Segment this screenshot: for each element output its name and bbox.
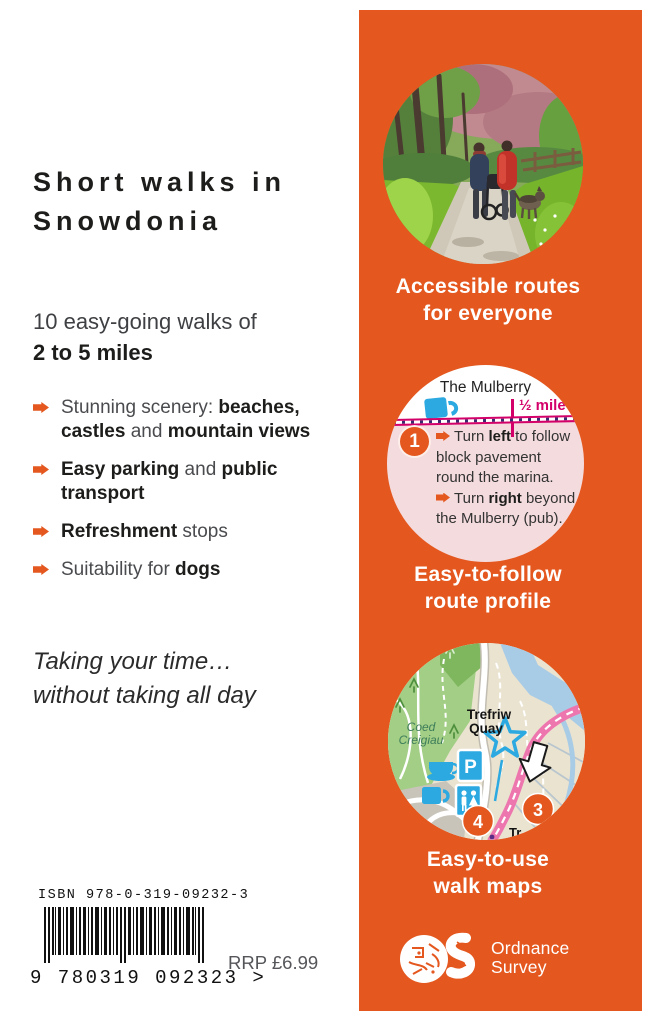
caption2-line1: Easy-to-follow (414, 563, 562, 586)
svg-text:3: 3 (532, 800, 544, 820)
distance-label: ½ mile (519, 397, 566, 414)
subtitle-bold: 2 to 5 miles (33, 340, 153, 365)
map-marker-3 (523, 794, 554, 825)
bullet-arrow-icon (33, 402, 49, 413)
wood-label-line2: Creigiau (398, 733, 444, 747)
page-title (33, 163, 286, 241)
place-label: The Mulberry (439, 379, 532, 396)
step-number-badge: 1 (398, 425, 431, 458)
instruction-0: Turn left to follow block pavement round the marina. (436, 428, 571, 486)
quay-label-line2: Quay (469, 721, 503, 736)
caption2-line2: route profile (424, 590, 552, 613)
wood-label-line1: Coed (406, 720, 436, 734)
instructions (436, 427, 581, 530)
caption-walk-maps (359, 846, 617, 900)
feature-item-1: Easy parking and public transport (33, 458, 325, 506)
barcode (44, 907, 204, 965)
caption-route-profile (359, 561, 617, 615)
svg-text:4: 4 (472, 812, 484, 832)
isbn-label: ISBN 978-0-319-09232-3 (38, 888, 250, 903)
title-line1: Short walks in (33, 167, 287, 197)
feature-item-2: Refreshment stops (33, 520, 325, 544)
caption1-line2: for everyone (423, 302, 553, 325)
partial-label: Tr (509, 825, 522, 840)
ordnance-survey-wordmark (491, 939, 569, 977)
subtitle-regular: 10 easy-going walks of (33, 309, 257, 334)
map-illustration (388, 643, 585, 840)
svg-text:P: P (464, 757, 477, 778)
caption-accessible-routes (359, 273, 617, 327)
tagline (33, 645, 256, 713)
tagline-line1: Taking your time… (33, 648, 233, 675)
isbn-block (30, 888, 330, 989)
logo-line1: Ordnance (491, 938, 570, 958)
quay-label-line1: Trefriw (466, 707, 512, 722)
bullet-arrow-icon (33, 564, 49, 575)
feature-item-0: Stunning scenery: beaches, castles and mountain views (33, 396, 325, 444)
instruction-arrow-icon (436, 493, 450, 503)
title-line2: Snowdonia (33, 206, 222, 236)
map-marker-4 (463, 806, 494, 837)
tagline-line2: without taking all day (33, 682, 256, 709)
route-profile-sample (387, 365, 584, 562)
feature-item-3: Suitability for dogs (33, 558, 325, 582)
instruction-arrow-icon (436, 431, 450, 441)
walkers-photo-illustration (383, 64, 583, 264)
photo-walkers (383, 64, 583, 264)
barcode-number: 9 780319 092323 > (30, 967, 267, 989)
bullet-arrow-icon (33, 464, 49, 475)
feature-list (33, 396, 325, 596)
caption1-line1: Accessible routes (395, 275, 581, 298)
walk-map-sample (388, 643, 585, 840)
subtitle (33, 306, 257, 368)
bullet-arrow-icon (33, 526, 49, 537)
caption3-line1: Easy-to-use (426, 848, 550, 871)
logo-line2: Survey (491, 957, 547, 977)
ordnance-survey-logo-icon (399, 932, 479, 986)
rrp-price: RRP £6.99 (228, 952, 319, 973)
caption3-line2: walk maps (433, 875, 543, 898)
parking-icon (458, 750, 483, 781)
instruction-1: Turn right beyond the Mulberry (pub). (436, 489, 576, 527)
orange-panel (359, 10, 642, 1011)
